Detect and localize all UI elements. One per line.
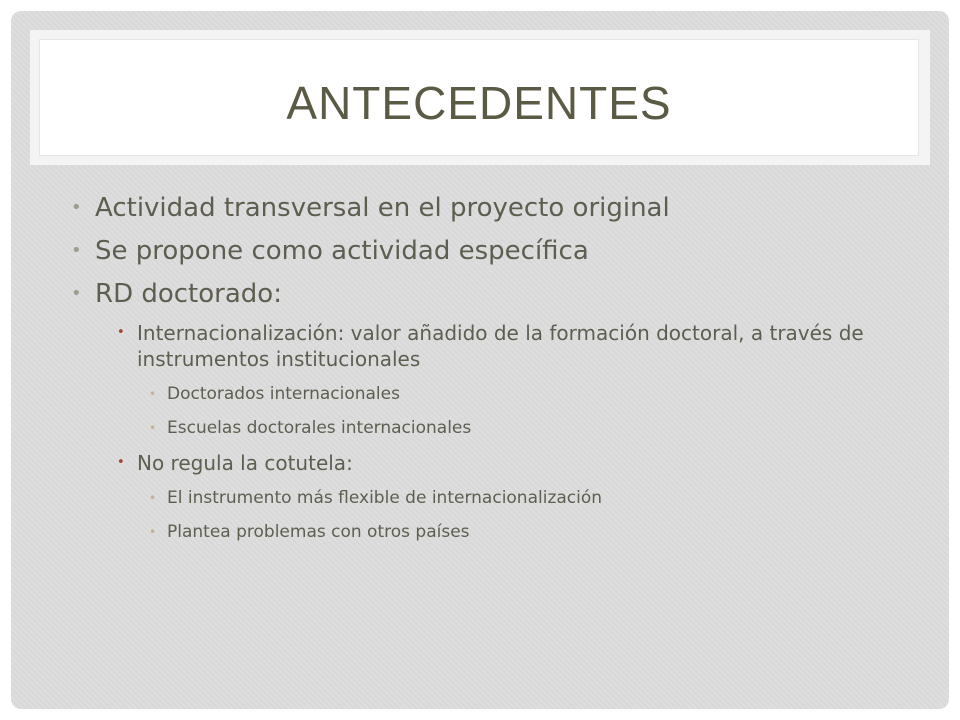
bullet-dot-icon: • [149, 525, 157, 539]
bullet-dot-icon: • [117, 325, 125, 340]
bullet-dot-icon: • [71, 197, 82, 218]
bullet-item-level-1 [71, 277, 891, 311]
bullet-text: No regula la cotutela: [137, 451, 353, 475]
bullet-item-level-3 [71, 416, 891, 440]
slide [11, 11, 949, 709]
bullet-item-level-3 [71, 520, 891, 544]
bullet-item-level-1 [71, 234, 891, 268]
bullet-text: Plantea problemas con otros países [167, 522, 470, 542]
bullet-list [71, 191, 891, 554]
bullet-dot-icon: • [71, 283, 82, 304]
bullet-item-level-3 [71, 382, 891, 406]
bullet-dot-icon: • [149, 421, 157, 435]
bullet-item-level-3 [71, 486, 891, 510]
title-box [40, 40, 918, 155]
slide-title: ANTECEDENTES [286, 77, 672, 129]
bullet-text: RD doctorado: [95, 279, 282, 309]
title-band [30, 30, 930, 165]
bullet-text: El instrumento más flexible de internacionalización [167, 488, 603, 508]
bullet-item-level-2 [71, 450, 891, 476]
bullet-text: Se propone como actividad específica [95, 236, 589, 266]
bullet-text: Actividad transversal en el proyecto original [95, 193, 670, 223]
bullet-text: Doctorados internacionales [167, 384, 400, 404]
bullet-dot-icon: • [149, 387, 157, 401]
bullet-text: Internacionalización: valor añadido de la formación doctoral, a través de instrumentos institucionales [137, 321, 864, 371]
bullet-item-level-2 [71, 320, 891, 372]
bullet-dot-icon: • [71, 240, 82, 261]
bullet-text: Escuelas doctorales internacionales [167, 418, 472, 438]
bullet-dot-icon: • [117, 455, 125, 470]
bullet-dot-icon: • [149, 491, 157, 505]
bullet-item-level-1 [71, 191, 891, 225]
